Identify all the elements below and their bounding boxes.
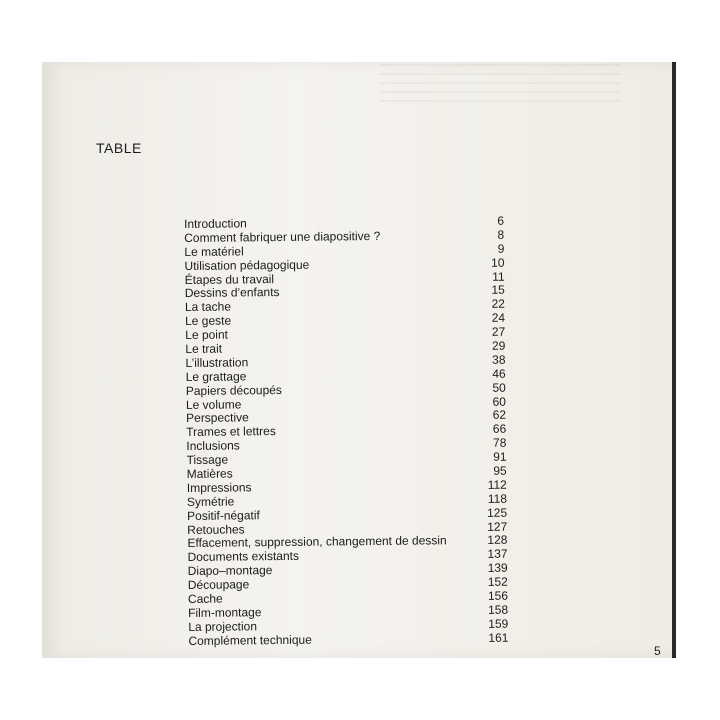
toc-entry-title: Symétrie: [186, 494, 235, 509]
toc-entry-title: Papiers découpés: [185, 382, 282, 398]
toc-entry-title: Cache: [187, 591, 223, 607]
toc-entry-page: 118: [487, 491, 508, 506]
page-edge: [672, 62, 676, 658]
toc-entry-title: Le geste: [185, 313, 232, 329]
toc-entry-page: 156: [487, 588, 509, 603]
toc-entry-page: 161: [488, 630, 509, 645]
toc-entry-title: Le matériel: [184, 244, 244, 259]
toc-entry-page: 152: [487, 574, 508, 589]
toc-entry-page: 50: [492, 380, 506, 395]
toc-entry-page: 11: [492, 269, 505, 284]
toc-entry-title: Retouches: [187, 521, 245, 537]
toc-entry-page: 95: [493, 463, 507, 478]
toc-entry-title: Le grattage: [185, 369, 247, 384]
toc-entry-page: 91: [493, 449, 507, 464]
toc-entry-title: Film-montage: [188, 605, 262, 620]
toc-entry-page: 112: [487, 477, 507, 492]
toc-entry-page: 128: [487, 533, 508, 548]
toc-entry-title: Utilisation pédagogique: [184, 257, 310, 273]
table-of-contents: [184, 215, 508, 649]
toc-entry-page: 78: [492, 435, 507, 451]
toc-entry-title: Trames et lettres: [186, 424, 276, 440]
toc-entry-title: Découpage: [187, 577, 250, 593]
toc-entry-title: Le point: [185, 327, 229, 343]
toc-entry-page: 127: [487, 519, 508, 534]
book-page: [42, 62, 676, 658]
bleed-through-text: [380, 64, 620, 104]
toc-entry-title: Effacement, suppression, changement de dessin: [187, 533, 447, 551]
toc-entry-title: Complément technique: [188, 632, 312, 648]
toc-entry-page: 27: [491, 324, 506, 339]
toc-entry-page: 8: [497, 227, 505, 242]
toc-entry-title: Introduction: [183, 216, 247, 231]
toc-entry-page: 139: [487, 560, 508, 576]
toc-entry-page: 137: [487, 547, 508, 562]
toc-entry-page: 38: [492, 352, 506, 367]
toc-entry-title: Perspective: [186, 410, 249, 426]
toc-entry-page: 66: [492, 421, 507, 437]
toc-entry-title: Le trait: [185, 341, 223, 357]
toc-entry-page: 159: [488, 616, 509, 631]
toc-entry-page: 46: [492, 366, 506, 381]
toc-entry-title: Matières: [186, 466, 233, 482]
toc-entry: [188, 631, 508, 648]
toc-entry-page: 9: [497, 241, 505, 256]
toc-entry-title: Comment fabriquer une diapositive ?: [184, 228, 381, 245]
toc-entry-page: 62: [492, 408, 507, 423]
toc-entry-page: 125: [486, 505, 508, 520]
toc-entry-title: Diapo–montage: [187, 563, 273, 579]
toc-entry-page: 158: [488, 602, 509, 617]
toc-entry-page: 6: [497, 213, 505, 228]
toc-entry-title: Étapes du travail: [184, 271, 275, 287]
toc-entry-title: Dessins d’enfants: [184, 285, 280, 301]
toc-entry-title: Le volume: [185, 396, 242, 412]
toc-entry-title: Positif-négatif: [187, 507, 260, 523]
toc-entry-title: Impressions: [186, 480, 252, 495]
toc-entry-page: 60: [492, 394, 507, 409]
toc-entry-page: 29: [491, 338, 506, 353]
toc-entry-page: 22: [491, 296, 505, 312]
toc-entry-page: 24: [491, 310, 506, 326]
page-number: 5: [654, 644, 661, 658]
toc-entry-title: La projection: [188, 619, 258, 634]
toc-entry-page: 15: [491, 283, 505, 298]
toc-entry-page: 10: [491, 255, 505, 270]
toc-entry-title: Documents existants: [187, 549, 300, 565]
toc-entry-title: Tissage: [186, 452, 229, 468]
page-title: TABLE: [96, 140, 142, 156]
toc-entry-title: Inclusions: [186, 438, 240, 454]
toc-entry-title: La tache: [184, 299, 232, 315]
toc-entry-title: L’illustration: [185, 355, 249, 370]
